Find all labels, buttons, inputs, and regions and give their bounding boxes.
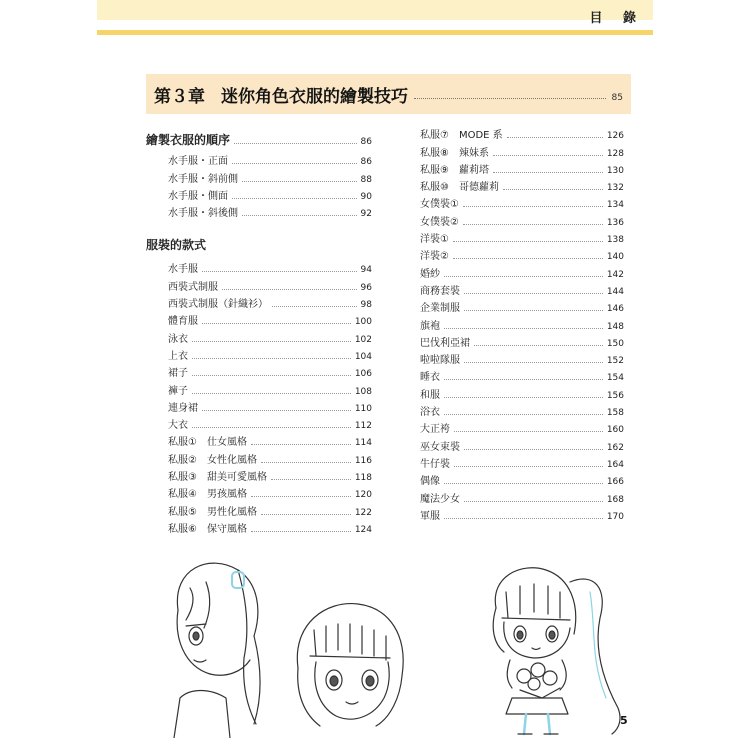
top-stripe	[97, 30, 653, 35]
toc-entry[interactable]	[146, 431, 372, 448]
entry-page: 110	[354, 403, 372, 414]
dot-leader	[493, 155, 603, 156]
entry-label: 私服⑦ MODE 系	[420, 130, 503, 142]
entry-page: 120	[354, 490, 372, 501]
entry-label: 褲子	[168, 385, 188, 397]
toc-entry[interactable]	[146, 310, 372, 327]
dot-leader	[464, 362, 603, 363]
toc-entry[interactable]	[146, 362, 372, 379]
entry-page: 134	[606, 200, 624, 211]
toc-section-styles	[146, 235, 372, 535]
dot-leader	[444, 483, 603, 484]
dot-leader	[251, 444, 351, 445]
dot-leader	[464, 449, 603, 450]
toc-entry[interactable]	[420, 262, 624, 279]
section-page: 86	[360, 137, 372, 147]
page-number: 5	[620, 714, 628, 727]
chibi-girl-bouquet	[493, 568, 620, 734]
dot-leader	[444, 518, 603, 519]
entry-page: 106	[354, 369, 372, 380]
entry-label: 商務套裝	[420, 285, 460, 297]
toc-right-column	[420, 124, 624, 522]
entry-label: 魔法少女	[420, 493, 460, 505]
toc-entry[interactable]	[420, 228, 624, 245]
dot-leader	[444, 414, 603, 415]
toc-entry[interactable]	[146, 397, 372, 414]
toc-entry[interactable]	[146, 150, 372, 167]
entry-label: 大衣	[168, 420, 188, 432]
chapter-number: 第３章	[154, 86, 205, 107]
dot-leader	[444, 397, 603, 398]
dot-leader	[222, 289, 357, 290]
toc-entry[interactable]	[420, 176, 624, 193]
toc-entry[interactable]	[420, 487, 624, 504]
dot-leader	[503, 189, 603, 190]
entry-label: 旗袍	[420, 320, 440, 332]
dot-leader	[463, 206, 603, 207]
chibi-illustrations	[150, 548, 630, 738]
entry-page: 100	[354, 317, 372, 328]
toc-entry[interactable]	[146, 275, 372, 292]
dot-leader	[464, 310, 603, 311]
entry-label: 巫女束裝	[420, 441, 460, 453]
entry-page: 90	[360, 191, 372, 202]
entry-label: 私服⑨ 蘿莉塔	[420, 164, 489, 176]
entry-label: 私服③ 甜美可愛風格	[168, 472, 267, 484]
entry-page: 144	[606, 286, 624, 297]
toc-entry[interactable]	[146, 345, 372, 362]
dot-leader	[272, 306, 357, 307]
entry-page: 132	[606, 183, 624, 194]
toc-entry[interactable]	[146, 258, 372, 275]
entry-label: 水手服・斜後側	[168, 208, 238, 220]
entry-page: 148	[606, 321, 624, 332]
dot-leader	[444, 379, 603, 380]
toc-entry[interactable]	[420, 245, 624, 262]
dot-leader	[242, 181, 357, 182]
entry-page: 170	[606, 511, 624, 522]
page-header-title: 目 錄	[589, 11, 644, 26]
entry-page: 112	[354, 421, 372, 432]
toc-entry[interactable]	[146, 466, 372, 483]
entry-label: 西裝式制服（針織衫）	[168, 299, 268, 311]
entry-page: 140	[606, 252, 624, 263]
entry-page: 158	[606, 408, 624, 419]
entry-label: 私服⑤ 男性化風格	[168, 506, 257, 518]
entry-page: 154	[606, 373, 624, 384]
entry-page: 142	[606, 269, 624, 280]
toc-entry[interactable]	[420, 193, 624, 210]
dot-leader	[192, 427, 351, 428]
entry-page: 104	[354, 351, 372, 362]
toc-entry[interactable]	[420, 280, 624, 297]
dot-leader	[202, 271, 357, 272]
entry-label: 睡衣	[420, 372, 440, 384]
toc-entry[interactable]	[146, 185, 372, 202]
dot-leader	[192, 358, 351, 359]
entry-page: 136	[606, 217, 624, 228]
entry-page: 96	[360, 282, 372, 293]
entry-page: 94	[360, 265, 372, 276]
entry-page: 160	[606, 425, 624, 436]
entry-page: 124	[354, 524, 372, 535]
entry-page: 114	[354, 438, 372, 449]
entry-label: 企業制服	[420, 303, 460, 315]
entry-label: 軍服	[420, 510, 440, 522]
entry-label: 浴衣	[420, 407, 440, 419]
entry-label: 私服⑧ 辣妹系	[420, 147, 489, 159]
toc-entry[interactable]	[146, 500, 372, 517]
dot-leader	[444, 276, 603, 277]
toc-entry[interactable]	[420, 141, 624, 158]
dot-leader	[453, 258, 603, 259]
toc-section-heading[interactable]	[146, 130, 372, 148]
entry-label: 私服② 女性化風格	[168, 454, 257, 466]
entry-label: 泳衣	[168, 333, 188, 345]
entry-label: 偶像	[420, 476, 440, 488]
entry-page: 122	[354, 507, 372, 518]
entry-page: 138	[606, 235, 624, 246]
dot-leader	[202, 323, 351, 324]
entry-page: 166	[606, 477, 624, 488]
toc-entry[interactable]	[146, 202, 372, 219]
entry-page: 118	[354, 473, 372, 484]
toc-entry[interactable]	[420, 383, 624, 400]
dot-leader	[453, 241, 603, 242]
entry-label: 洋裝②	[420, 251, 449, 263]
entry-label: 私服① 仕女風格	[168, 437, 247, 449]
toc-entry[interactable]	[146, 414, 372, 431]
entry-page: 130	[606, 165, 624, 176]
toc-entry[interactable]	[146, 483, 372, 500]
entry-label: 連身裙	[168, 402, 198, 414]
entry-label: 和服	[420, 389, 440, 401]
toc-entry[interactable]	[420, 401, 624, 418]
entry-page: 108	[354, 386, 372, 397]
entry-label: 洋裝①	[420, 234, 449, 246]
entry-label: 牛仔裝	[420, 458, 450, 470]
dot-leader	[271, 479, 351, 480]
dot-leader	[251, 531, 351, 532]
dot-leader	[414, 98, 606, 99]
entry-page: 86	[360, 157, 372, 168]
section-title: 服裝的款式	[146, 238, 207, 253]
dot-leader	[192, 375, 351, 376]
entry-label: 體育服	[168, 316, 198, 328]
entry-label: 水手服・正面	[168, 156, 228, 168]
entry-page: 126	[606, 131, 624, 142]
dot-leader	[493, 172, 603, 173]
entry-label: 西裝式制服	[168, 281, 218, 293]
chibi-girl-side-sketch	[174, 563, 260, 738]
entry-label: 大正袴	[420, 424, 450, 436]
chibi-girl-bob-sketch	[297, 604, 403, 726]
dot-leader	[444, 328, 603, 329]
chapter-page: 85	[611, 93, 623, 103]
toc-entry[interactable]	[420, 435, 624, 452]
entry-page: 152	[606, 356, 624, 367]
dot-leader	[232, 198, 357, 199]
entry-page: 146	[606, 304, 624, 315]
dot-leader	[454, 431, 603, 432]
dot-leader	[192, 341, 351, 342]
chapter-title: 迷你角色衣服的繪製技巧	[221, 86, 408, 107]
toc-entry[interactable]	[420, 332, 624, 349]
toc-entry[interactable]	[146, 327, 372, 344]
entry-page: 162	[606, 442, 624, 453]
entry-label: 女僕裝①	[420, 199, 459, 211]
entry-label: 私服⑥ 保守風格	[168, 523, 247, 535]
toc-entry[interactable]	[420, 210, 624, 227]
entry-label: 水手服	[168, 264, 198, 276]
toc-entry[interactable]	[420, 470, 624, 487]
dot-leader	[234, 143, 357, 144]
dot-leader	[202, 410, 351, 411]
entry-page: 156	[606, 390, 624, 401]
dot-leader	[261, 462, 351, 463]
entry-label: 私服④ 男孩風格	[168, 489, 247, 501]
entry-label: 水手服・側面	[168, 190, 228, 202]
entry-label: 上衣	[168, 350, 188, 362]
entry-label: 婚紗	[420, 268, 440, 280]
entry-page: 102	[354, 334, 372, 345]
dot-leader	[507, 137, 603, 138]
toc-section-heading[interactable]	[146, 235, 372, 253]
dot-leader	[261, 514, 351, 515]
toc-entry[interactable]	[420, 124, 624, 141]
entry-page: 128	[606, 148, 624, 159]
dot-leader	[464, 293, 603, 294]
dot-leader	[474, 345, 603, 346]
entry-page: 150	[606, 338, 624, 349]
entry-label: 水手服・斜前側	[168, 173, 238, 185]
toc-entry[interactable]	[420, 159, 624, 176]
toc-entry[interactable]	[420, 314, 624, 331]
entry-label: 巴伐利亞裙	[420, 337, 470, 349]
dot-leader	[463, 224, 603, 225]
top-band	[97, 0, 653, 20]
entry-label: 裙子	[168, 368, 188, 380]
toc-entry[interactable]	[146, 167, 372, 184]
toc-entry[interactable]	[420, 453, 624, 470]
entry-label: 私服⑩ 哥德蘿莉	[420, 182, 499, 194]
toc-entry[interactable]	[420, 297, 624, 314]
dot-leader	[454, 466, 603, 467]
entry-label: 女僕裝②	[420, 216, 459, 228]
entry-label: 啦啦隊服	[420, 355, 460, 367]
toc-entry[interactable]	[420, 505, 624, 522]
entry-page: 164	[606, 459, 624, 470]
section-gap	[146, 219, 372, 235]
dot-leader	[232, 163, 357, 164]
toc-entry[interactable]	[146, 379, 372, 396]
entry-page: 116	[354, 455, 372, 466]
section-title: 繪製衣服的順序	[146, 133, 231, 147]
entry-page: 92	[360, 209, 372, 220]
toc-entry[interactable]	[146, 293, 372, 310]
toc-entry[interactable]	[146, 448, 372, 465]
toc-entry[interactable]	[420, 349, 624, 366]
entry-page: 98	[360, 300, 372, 311]
entry-page: 168	[606, 494, 624, 505]
chapter-heading[interactable]	[146, 74, 631, 114]
dot-leader	[464, 501, 603, 502]
toc-left-column	[146, 130, 372, 535]
toc-entry[interactable]	[420, 418, 624, 435]
toc-entry[interactable]	[146, 518, 372, 535]
entry-page: 88	[360, 174, 372, 185]
dot-leader	[242, 215, 357, 216]
dot-leader	[251, 496, 351, 497]
dot-leader	[192, 393, 351, 394]
toc-entry[interactable]	[420, 366, 624, 383]
